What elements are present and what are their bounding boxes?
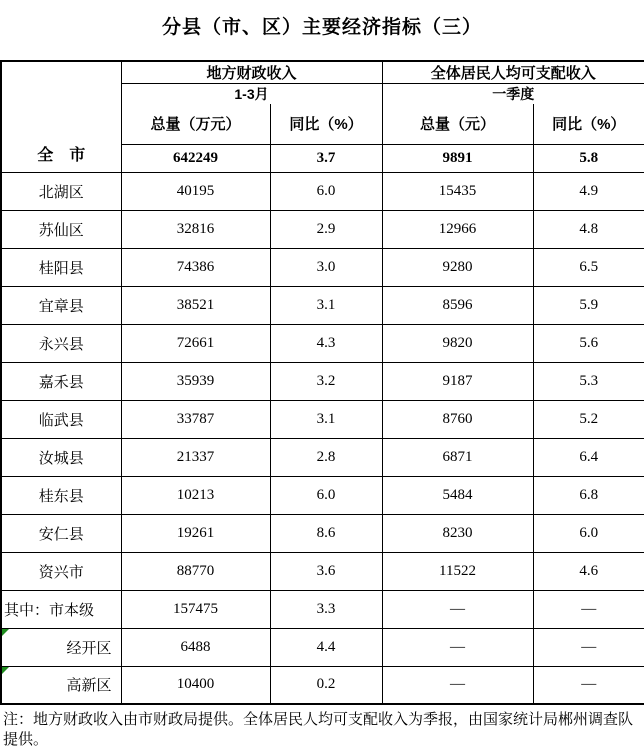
value-cell: 72661 <box>121 324 270 362</box>
value-cell: 5.2 <box>533 400 644 438</box>
value-cell: 21337 <box>121 438 270 476</box>
value-cell: 3.1 <box>270 286 382 324</box>
row-label: 永兴县 <box>1 324 121 362</box>
value-cell: 6.0 <box>270 476 382 514</box>
row-label: 桂东县 <box>1 476 121 514</box>
row-label: 桂阳县 <box>1 248 121 286</box>
value-cell: 642249 <box>121 144 270 172</box>
value-cell: 4.8 <box>533 210 644 248</box>
value-cell: 4.3 <box>270 324 382 362</box>
value-cell: 157475 <box>121 590 270 628</box>
value-cell: 11522 <box>382 552 533 590</box>
value-cell: 3.6 <box>270 552 382 590</box>
value-cell: 6.0 <box>270 172 382 210</box>
value-cell: 5.6 <box>533 324 644 362</box>
value-cell: 33787 <box>121 400 270 438</box>
row-label: 北湖区 <box>1 172 121 210</box>
value-cell: 9820 <box>382 324 533 362</box>
value-cell: 4.6 <box>533 552 644 590</box>
period-label-jan-mar: 1-3月 <box>234 86 269 102</box>
table-row <box>1 514 644 552</box>
value-cell: 9280 <box>382 248 533 286</box>
table-row <box>1 248 644 286</box>
col-header-yoy-pct-2: 同比（%） <box>533 104 644 144</box>
value-cell: 6.5 <box>533 248 644 286</box>
value-cell: — <box>382 590 533 628</box>
value-cell: — <box>533 590 644 628</box>
row-label: 高新区 <box>1 666 121 704</box>
value-cell: 6.4 <box>533 438 644 476</box>
footnote: 注：地方财政收入由市财政局提供。全体居民人均可支配收入为季报，由国家统计局郴州调查队提供。 <box>3 712 634 748</box>
value-cell: 6.0 <box>533 514 644 552</box>
table-row <box>1 476 644 514</box>
value-cell: 10400 <box>121 666 270 704</box>
row-label: 经开区 <box>1 628 121 666</box>
table-row <box>1 438 644 476</box>
value-cell: 5484 <box>382 476 533 514</box>
economic-indicators-table <box>0 60 644 705</box>
value-cell: 3.2 <box>270 362 382 400</box>
value-cell: 3.1 <box>270 400 382 438</box>
col-header-total-yuan: 总量（元） <box>382 104 533 144</box>
table-row <box>1 400 644 438</box>
value-cell: 9891 <box>382 144 533 172</box>
table-header-block <box>1 61 644 172</box>
value-cell: 15435 <box>382 172 533 210</box>
value-cell: 5.9 <box>533 286 644 324</box>
value-cell: 6871 <box>382 438 533 476</box>
value-cell: 3.0 <box>270 248 382 286</box>
value-cell: 8.6 <box>270 514 382 552</box>
value-cell: 3.7 <box>270 144 382 172</box>
value-cell: 4.9 <box>533 172 644 210</box>
group-header-fiscal-revenue: 地方财政收入 <box>121 61 382 84</box>
table-row <box>1 362 644 400</box>
row-label: 其中：市本级 <box>1 590 121 628</box>
row-label: 嘉禾县 <box>1 362 121 400</box>
table-row <box>1 628 644 666</box>
value-cell: — <box>533 628 644 666</box>
col-header-yoy-pct-1: 同比（%） <box>270 104 382 144</box>
table-row <box>1 324 644 362</box>
value-cell: 8596 <box>382 286 533 324</box>
period-label-first-quarter: 一季度 <box>382 84 644 105</box>
value-cell: 0.2 <box>270 666 382 704</box>
row-label: 汝城县 <box>1 438 121 476</box>
value-cell: — <box>382 628 533 666</box>
row-label: 苏仙区 <box>1 210 121 248</box>
value-cell: 6.8 <box>533 476 644 514</box>
table-body <box>1 172 644 704</box>
table-row <box>1 666 644 704</box>
corner-cell-citywide-label: 全 市 <box>1 61 121 172</box>
value-cell: 2.8 <box>270 438 382 476</box>
value-cell: 2.9 <box>270 210 382 248</box>
row-label: 资兴市 <box>1 552 121 590</box>
value-cell: 38521 <box>121 286 270 324</box>
value-cell: 6488 <box>121 628 270 666</box>
value-cell: 12966 <box>382 210 533 248</box>
value-cell: 3.3 <box>270 590 382 628</box>
row-label: 临武县 <box>1 400 121 438</box>
value-cell: — <box>382 666 533 704</box>
value-cell: 5.3 <box>533 362 644 400</box>
value-cell: 4.4 <box>270 628 382 666</box>
group-header-disposable-income: 全体居民人均可支配收入 <box>382 61 644 84</box>
value-cell: 5.8 <box>533 144 644 172</box>
row-label: 宜章县 <box>1 286 121 324</box>
row-label: 安仁县 <box>1 514 121 552</box>
value-cell: 10213 <box>121 476 270 514</box>
value-cell: 8230 <box>382 514 533 552</box>
header-row-groups <box>1 61 644 84</box>
value-cell: 74386 <box>121 248 270 286</box>
value-cell: 32816 <box>121 210 270 248</box>
table-row <box>1 552 644 590</box>
table-row <box>1 590 644 628</box>
value-cell: 9187 <box>382 362 533 400</box>
value-cell: 35939 <box>121 362 270 400</box>
value-cell: 8760 <box>382 400 533 438</box>
value-cell: 40195 <box>121 172 270 210</box>
table-row <box>1 286 644 324</box>
table-row <box>1 210 644 248</box>
table-row <box>1 172 644 210</box>
value-cell: — <box>533 666 644 704</box>
page-title: 分县（市、区）主要经济指标（三） <box>161 17 482 38</box>
value-cell: 19261 <box>121 514 270 552</box>
value-cell: 88770 <box>121 552 270 590</box>
col-header-total-wanyuan: 总量（万元） <box>121 104 270 144</box>
